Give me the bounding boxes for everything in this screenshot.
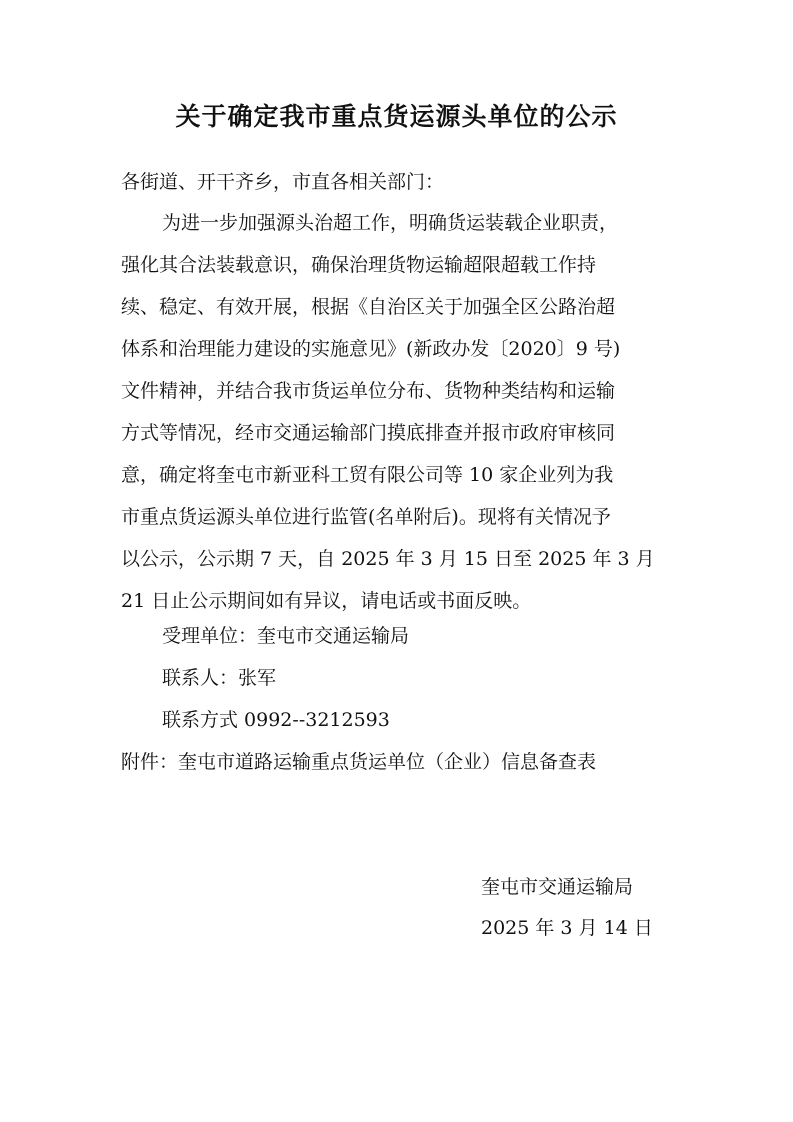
body-line: 市重点货运源头单位进行监管(名单附后)。现将有关情况予 xyxy=(121,506,611,528)
body-line: 为进一步加强源头治超工作，明确货运装载企业职责， xyxy=(162,212,619,234)
document-title: 关于确定我市重点货运源头单位的公示 xyxy=(175,102,618,131)
body-line: 强化其合法装载意识，确保治理货物运输超限超载工作持 xyxy=(121,254,597,276)
body-line: 意，确定将奎屯市新亚科工贸有限公司等 10 家企业列为我 xyxy=(121,464,614,486)
signature-org: 奎屯市交通运输局 xyxy=(481,876,634,898)
body-line: 21 日止公示期间如有异议，请电话或书面反映。 xyxy=(121,590,532,612)
contact-person: 联系人：张军 xyxy=(162,667,277,689)
attachment-note: 附件：奎屯市道路运输重点货运单位（企业）信息备查表 xyxy=(121,751,597,773)
signature-date: 2025 年 3 月 14 日 xyxy=(481,917,653,939)
body-line: 文件精神，并结合我市货运单位分布、货物种类结构和运输 xyxy=(121,380,616,402)
body-line: 以公示，公示期 7 天，自 2025 年 3 月 15 日至 2025 年 3 月 xyxy=(121,548,655,570)
body-line: 方式等情况，经市交通运输部门摸底排查并报市政府审核同 xyxy=(121,422,616,444)
contact-phone: 联系方式 0992--3212593 xyxy=(162,709,390,731)
body-line: 体系和治理能力建设的实施意见》(新政办发〔2020〕9 号) xyxy=(121,338,621,360)
notice-body xyxy=(121,202,681,622)
salutation: 各街道、开干齐乡，市直各相关部门： xyxy=(121,171,445,193)
body-line: 续、稳定、有效开展，根据《自治区关于加强全区公路治超 xyxy=(121,296,616,318)
contact-unit: 受理单位：奎屯市交通运输局 xyxy=(162,625,410,647)
